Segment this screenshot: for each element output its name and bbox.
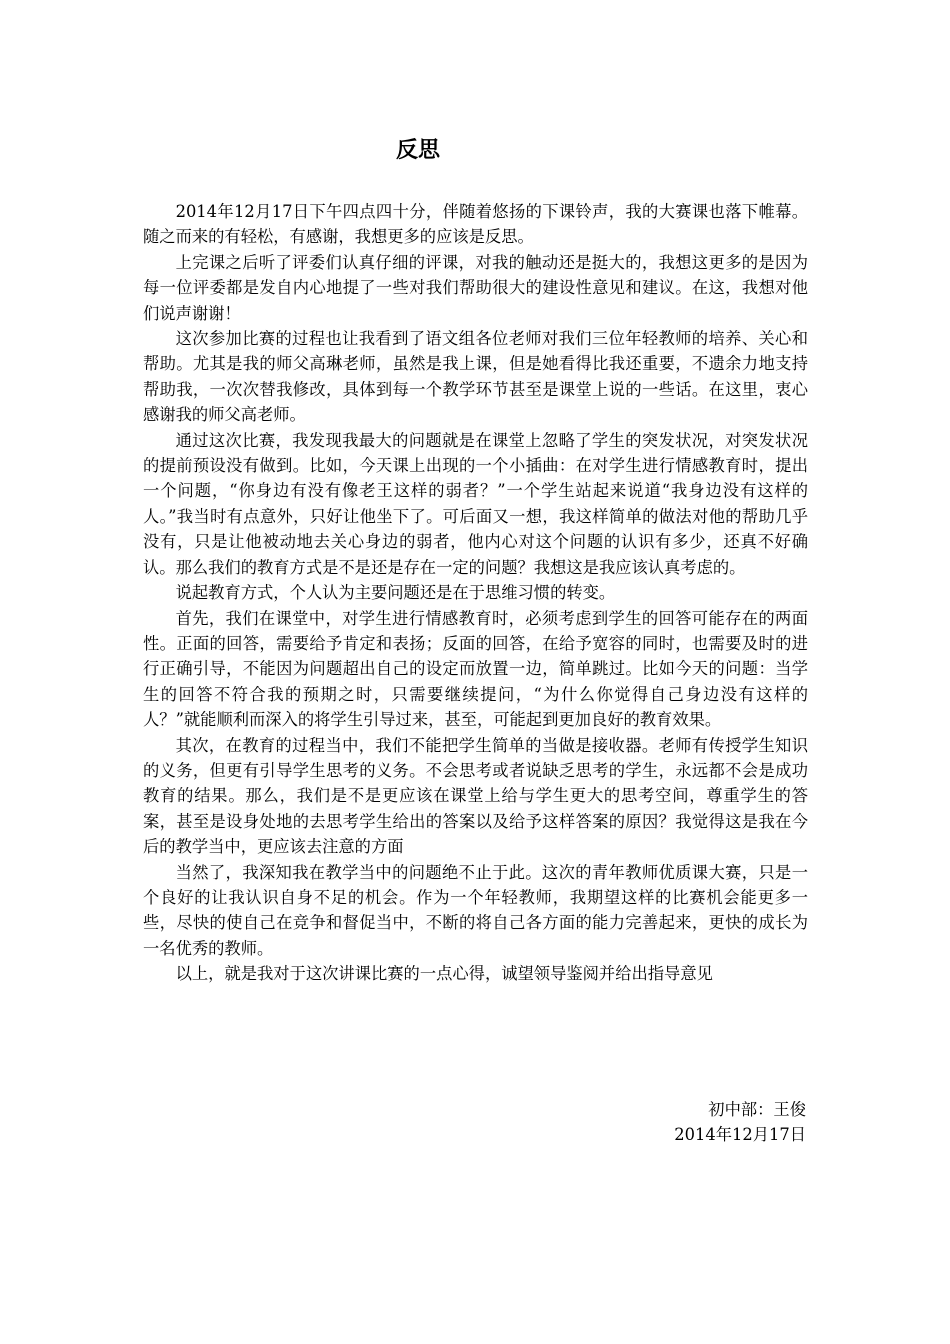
paragraph-7: 其次，在教育的过程当中，我们不能把学生简单的当做是接收器。老师有传授学生知识的义务，但更有引导学生思考的义务。不会思考或者说缺乏思考的学生，永远都不会是成功教育的结果。那么，我们是不是更应该在课堂上给与学生更大的思考空间，尊重学生的答案，甚至是设身处地的去思考学生给出的答案以及给予这样答案的原因？我觉得这是我在今后的教学当中，更应该去注意的方面 — [143, 735, 808, 857]
paragraph-9: 以上，就是我对于这次讲课比赛的一点心得，诚望领导鉴阅并给出指导意见 — [175, 964, 713, 984]
paragraph-4: 通过这次比赛，我发现我最大的问题就是在课堂上忽略了学生的突发状况，对突发状况的提前预设没有做到。比如，今天课上出现的一个小插曲：在对学生进行情感教育时，提出一个问题，“你身边有没有像老王这样的弱者？”一个学生站起来说道“我身边没有这样的人。”我当时有点意外，只好让他坐下了。可后面又一想，我这样简单的做法对他的帮助几乎没有，只是让他被动地去关心身边的弱者，他内心对这个问题的认识有多少，还真不好确认。那么我们的教育方式是不是还是存在一定的问题？我想这是我应该认真考虑的。 — [143, 430, 808, 577]
signature-date: 2014年12月17日 — [674, 1125, 806, 1145]
document-body — [143, 199, 808, 987]
paragraph-3: 这次参加比赛的过程也让我看到了语文组各位老师对我们三位年轻教师的培养、关心和帮助。尤其是我的师父高琳老师，虽然是我上课，但是她看得比我还重要，不遗余力地支持帮助我，一次次替我修改，具体到每一个教学环节甚至是课堂上说的一些话。在这里，衷心感谢我的师父高老师。 — [143, 329, 808, 425]
paragraph-8: 当然了，我深知我在教学当中的问题绝不止于此。这次的青年教师优质课大赛，只是一个良好的让我认识自身不足的机会。作为一个年轻教师，我期望这样的比赛机会能更多一些，尽快的使自己在竞争和督促当中，不断的将自己各方面的能力完善起来，更快的成长为一名优秀的教师。 — [143, 862, 808, 958]
document-title: 反思 — [395, 138, 440, 163]
paragraph-2: 上完课之后听了评委们认真仔细的评课，对我的触动还是挺大的，我想这更多的是因为每一位评委都是发自内心地提了一些对我们帮助很大的建设性意见和建议。在这，我想对他们说声谢谢！ — [143, 252, 808, 323]
paragraph-5: 说起教育方式，个人认为主要问题还是在于思维习惯的转变。 — [175, 583, 616, 603]
paragraph-6: 首先，我们在课堂中，对学生进行情感教育时，必须考虑到学生的回答可能存在的两面性。正面的回答，需要给予肯定和表扬；反面的回答，在给予宽容的同时，也需要及时的进行正确引导，不能因为问题超出自己的设定而放置一边，简单跳过。比如今天的问题：当学生的回答不符合我的预期之时，只需要继续提问，“为什么你觉得自己身边没有这样的人？”就能顺利而深入的将学生引导过来，甚至，可能起到更加良好的教育效果。 — [143, 608, 808, 730]
paragraph-1: 2014年12月17日下午四点四十分，伴随着悠扬的下课铃声，我的大赛课也落下帷幕。随之而来的有轻松，有感谢，我想更多的应该是反思。 — [143, 202, 808, 247]
signature-block — [500, 1097, 806, 1148]
signature-author: 初中部：王俊 — [708, 1100, 806, 1119]
